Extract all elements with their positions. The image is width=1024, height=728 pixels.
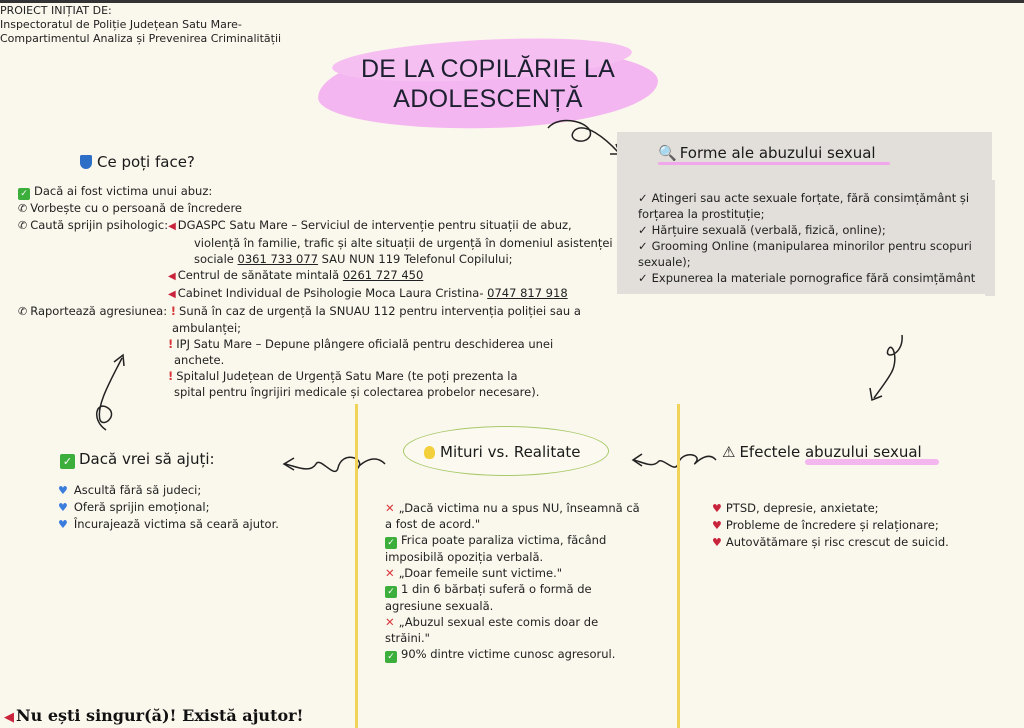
dgaspc-phone-link[interactable]: 0361 733 077 — [237, 252, 319, 266]
phone-icon: ✆ — [18, 202, 28, 215]
efecte-heading — [722, 442, 922, 462]
dgaspc-text: DGASPC Satu Mare – Serviciul de intervenție pentru situații de abuz, — [177, 218, 572, 232]
list-item-cont — [18, 267, 598, 285]
efecte-title-underlined: abuzului sexual — [804, 443, 922, 461]
list-item-cont — [18, 285, 598, 303]
list-item — [18, 200, 598, 217]
myth-item — [385, 614, 670, 630]
ce-poti-face-title: Ce poți face? — [97, 153, 195, 171]
list-item — [18, 303, 598, 320]
list-item — [58, 499, 338, 516]
list-item — [638, 238, 988, 254]
broken-heart-icon: ♥ — [712, 502, 722, 515]
mituri-list — [385, 500, 670, 663]
list-item — [18, 217, 598, 235]
reality-text: Frica poate paraliza victima, făcând — [401, 533, 607, 547]
ajuti-heading — [60, 449, 215, 469]
phone-icon: ✆ — [18, 305, 28, 318]
forme-list — [638, 190, 988, 286]
forme-item: forțarea la prostituție; — [638, 207, 765, 221]
page-title — [318, 54, 658, 114]
heart-icon: ♥ — [58, 501, 68, 514]
check-icon: ✓ — [18, 188, 30, 200]
list-item-cont — [18, 336, 598, 352]
initiator-line: Compartimentul Analiza și Prevenirea Criminalității — [0, 32, 282, 45]
ajuti-item: Oferă sprijin emoțional; — [73, 500, 210, 514]
spital-text-2: spital pentru îngrijiri medicale și colectarea probelor necesare). — [174, 385, 540, 399]
dgaspc-text-4: SAU NUN 119 Telefonul Copilului; — [318, 252, 513, 266]
cross-icon: ✕ — [385, 566, 395, 580]
phone-icon: ✆ — [18, 219, 28, 232]
check-icon: ✓ — [385, 586, 397, 598]
exclamation-icon: ! — [168, 337, 174, 351]
cabinet-text: Cabinet Individual de Psihologie Moca Laura Cristina- — [177, 286, 488, 300]
top-border — [0, 0, 1024, 3]
myth-item-cont — [385, 630, 670, 646]
curly-down-arrow-icon — [860, 330, 910, 410]
list-item — [638, 190, 988, 206]
cabinet-phone-link[interactable]: 0747 817 918 — [487, 286, 568, 300]
list-item-cont — [18, 235, 613, 251]
efecte-title-pre: Efectele — [739, 443, 805, 461]
dgaspc-text-3: sociale — [194, 252, 238, 266]
efecte-item: Probleme de încredere și relaționare; — [725, 518, 939, 532]
reality-item-cont — [385, 549, 670, 565]
list-item — [638, 270, 988, 286]
myth-text: străini." — [385, 631, 430, 645]
list-item — [712, 517, 1012, 534]
lightbulb-icon — [424, 446, 435, 459]
heart-icon: ♥ — [58, 518, 68, 531]
myth-item — [385, 565, 670, 581]
broken-heart-icon: ♥ — [712, 519, 722, 532]
list-item — [18, 183, 598, 200]
efecte-item: Autovătămare și risc crescut de suicid. — [725, 535, 949, 549]
megaphone-icon: ◀ — [168, 271, 176, 282]
forme-title: Forme ale abuzului sexual — [679, 144, 876, 162]
blue-shield-icon — [80, 155, 92, 169]
forme-item: Hărțuire sexuală (verbală, fizică, online); — [651, 223, 886, 237]
ipj-text-2: anchete. — [174, 353, 225, 367]
list-item-cont — [638, 206, 988, 222]
megaphone-icon: ◀ — [168, 221, 176, 232]
list-item — [712, 534, 1012, 551]
ajuti-list — [58, 482, 338, 533]
victima-text: Dacă ai fost victima unui abuz: — [34, 184, 213, 198]
suna-text-2: ambulanței; — [172, 321, 242, 335]
ce-poti-face-heading — [80, 152, 195, 172]
exclamation-icon: ! — [170, 304, 177, 318]
ce-poti-face-body — [18, 183, 613, 400]
exclamation-icon: ! — [168, 369, 174, 383]
megaphone-icon: ◀ — [168, 289, 176, 300]
forme-item: Grooming Online (manipularea minorilor pentru scopuri — [651, 239, 972, 253]
check-icon: ✓ — [385, 537, 397, 549]
title-line-1: DE LA COPILĂRIE LA — [360, 55, 616, 83]
myth-item — [385, 500, 670, 516]
initiator-line: PROIECT INIȚIAT DE: — [0, 4, 112, 17]
ajuti-item: Încurajează victima să ceară ajutor. — [73, 517, 279, 531]
check-icon: ✓ — [638, 271, 648, 285]
forme-item: Expunerea la materiale pornografice fără consimțământ — [651, 271, 976, 285]
list-item-cont — [638, 254, 988, 270]
check-icon: ✓ — [638, 223, 648, 237]
broken-heart-icon: ♥ — [712, 536, 722, 549]
list-item-cont — [18, 251, 598, 267]
myth-text: „Dacă victima nu a spus NU, înseamnă că — [398, 501, 640, 515]
ajuti-item: Ascultă fără să judeci; — [73, 483, 202, 497]
cross-icon: ✕ — [385, 501, 395, 515]
reality-item — [385, 646, 670, 663]
myth-text: „Abuzul sexual este comis doar de — [398, 615, 599, 629]
footer-text: Nu ești singur(ă)! Există ajutor! — [16, 706, 304, 725]
myth-text: a fost de acord." — [385, 517, 481, 531]
cauta-label: Caută sprijin psihologic: — [30, 218, 169, 232]
reality-item — [385, 581, 670, 598]
spital-text: Spitalul Județean de Urgență Satu Mare (te poți prezenta la — [176, 369, 518, 383]
megaphone-icon: ◀ — [4, 710, 14, 725]
reality-text: imposibilă opoziția verbală. — [385, 550, 544, 564]
ipj-text: IPJ Satu Mare – Depune plângere oficială pentru deschiderea unei — [176, 337, 554, 351]
efecte-item: PTSD, depresie, anxietate; — [725, 501, 879, 515]
reality-item — [385, 532, 670, 549]
forme-item: Atingeri sau acte sexuale forțate, fără consimțământ și — [651, 191, 970, 205]
mituri-title: Mituri vs. Realitate — [440, 443, 581, 461]
initiator-block — [0, 4, 281, 46]
myth-text: „Doar femeile sunt victime." — [398, 566, 563, 580]
check-icon: ✓ — [638, 239, 648, 253]
reality-text: 1 din 6 bărbați suferă o formă de — [401, 582, 592, 596]
list-item-cont — [18, 384, 598, 400]
check-icon: ✓ — [60, 454, 75, 469]
footer-message — [4, 706, 304, 725]
efecte-list — [712, 500, 1012, 551]
list-item — [58, 516, 338, 533]
title-line-2: ADOLESCENȚĂ — [393, 85, 583, 113]
suna-text: Sună în caz de urgență la SNUAU 112 pentru intervenția poliției sau a — [179, 304, 581, 318]
dgaspc-text-2: violență în familie, trafic și alte situații de urgență în domeniul asistenței — [194, 236, 613, 250]
list-item — [638, 222, 988, 238]
ajuti-title: Dacă vrei să ajuți: — [79, 450, 215, 468]
loop-left-arrow-icon — [280, 446, 390, 482]
vorbeste-text: Vorbește cu o persoană de încredere — [30, 201, 243, 215]
magnifier-icon: 🔍 — [658, 144, 677, 162]
warning-icon: ⚠ — [722, 443, 736, 461]
list-item — [712, 500, 1012, 517]
mituri-heading — [424, 442, 581, 462]
myth-item-cont — [385, 516, 670, 532]
check-icon: ✓ — [385, 651, 397, 663]
reality-item-cont — [385, 598, 670, 614]
list-item-cont — [18, 352, 598, 368]
raporteaza-label: Raportează agresiunea: — [30, 304, 168, 318]
reality-text: agresiune sexuală. — [385, 599, 494, 613]
forme-heading — [658, 143, 876, 163]
check-icon: ✓ — [638, 191, 648, 205]
list-item-cont — [18, 320, 598, 336]
list-item-cont — [18, 368, 598, 384]
cross-icon: ✕ — [385, 615, 395, 629]
list-item — [58, 482, 338, 499]
initiator-line: Inspectoratul de Poliție Județean Satu Mare- — [0, 18, 242, 31]
centru-phone-link[interactable]: 0261 727 450 — [342, 268, 424, 282]
reality-text: 90% dintre victime cunosc agresorul. — [401, 647, 616, 661]
loop-left-arrow-icon-2 — [630, 446, 720, 476]
separator-left — [355, 404, 358, 728]
centru-text: Centrul de sănătate mintală — [177, 268, 343, 282]
separator-right — [677, 404, 680, 728]
heart-icon: ♥ — [58, 484, 68, 497]
forme-item: sexuale); — [638, 255, 691, 269]
